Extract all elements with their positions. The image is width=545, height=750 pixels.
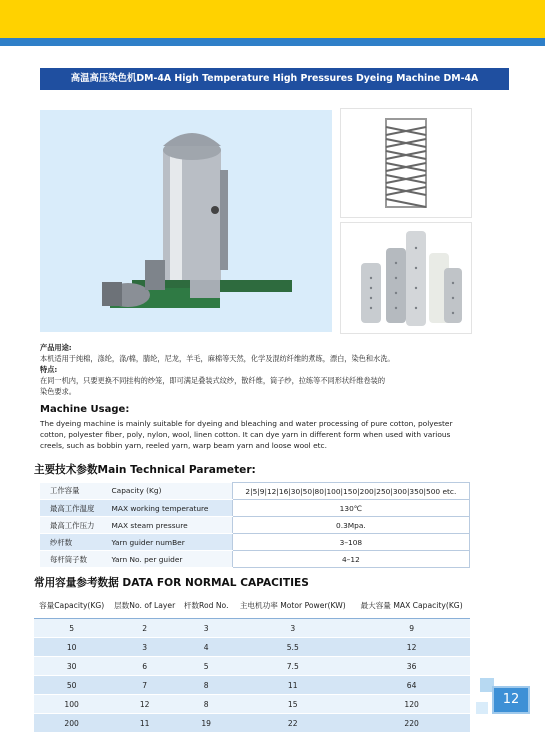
machine-usage-heading: Machine Usage: [40, 404, 130, 415]
param-cn: 每杆筒子数 [40, 551, 108, 568]
table-cell: 30 [34, 657, 109, 676]
dyeing-machine-photo [40, 110, 332, 332]
param-value: 3–108 [232, 534, 469, 551]
param-value: 130℃ [232, 500, 469, 517]
param-en: Capacity (Kg) [108, 483, 233, 500]
param-value: 0.3Mpa. [232, 517, 469, 534]
machine-usage-body: The dyeing machine is mainly suitable for dyeing and bleaching and water processing of pure cotton, polyester cotton, polyester fiber, poly, nylon, wool, linen cotton. It can dye yarn in different form when used with various creels, such as bobbin yarn, reeled yarn, warp beam yarn and loose wool etc. [40, 419, 453, 450]
table-cell: 22 [232, 714, 353, 733]
table-cell: 7 [109, 676, 180, 695]
table-cell: 3 [109, 638, 180, 657]
table-cell: 10 [34, 638, 109, 657]
table-cell: 6 [109, 657, 180, 676]
features-cn-heading: 特点: [40, 365, 58, 374]
capacities-heading: 常用容量参考数据 DATA FOR NORMAL CAPACITIES [34, 577, 309, 589]
column-header: 容量Capacity(KG) [34, 592, 109, 619]
table-cell: 200 [34, 714, 109, 733]
table-row [40, 500, 470, 517]
table-row [34, 695, 470, 714]
table-cell: 5 [180, 657, 232, 676]
table-row [40, 517, 470, 534]
param-cn: 最高工作温度 [40, 500, 108, 517]
column-header: 最大容量 MAX Capacity(KG) [353, 592, 470, 619]
column-header: 杆数Rod No. [180, 592, 232, 619]
decor-square [476, 702, 488, 714]
param-value: 4–12 [232, 551, 469, 568]
table-cell: 4 [180, 638, 232, 657]
table-cell: 11 [232, 676, 353, 695]
usage-cn-line-1: 本机适用于纯棉，涤纶，涤/棉，腈纶，尼龙，羊毛，麻棉等天然，化学及混纺纤维的煮练，漂白，染色和水洗。 [40, 354, 395, 363]
tech-params-heading: 主要技术参数Main Technical Parameter: [34, 464, 256, 476]
top-blue-band [0, 38, 545, 46]
table-header-row [34, 592, 470, 619]
param-cn: 最高工作压力 [40, 517, 108, 534]
column-header: 层数No. of Layer [109, 592, 180, 619]
perforated-tubes-photo [340, 222, 472, 334]
param-value: 2|5|9|12|16|30|50|80|100|150|200|250|300|350|500 etc. [232, 483, 469, 500]
page-number: 12 [492, 686, 530, 714]
param-en: MAX working temperature [108, 500, 233, 517]
tech-params-table [40, 482, 470, 568]
table-row [40, 551, 470, 568]
column-header: 主电机功率 Motor Power(KW) [232, 592, 353, 619]
param-cn: 工作容量 [40, 483, 108, 500]
table-row [40, 483, 470, 500]
table-row [34, 676, 470, 695]
table-cell: 19 [180, 714, 232, 733]
table-cell: 8 [180, 695, 232, 714]
table-row [34, 714, 470, 733]
top-yellow-band [0, 0, 545, 38]
table-row [34, 638, 470, 657]
table-cell: 12 [109, 695, 180, 714]
yarn-carrier-spring-photo [340, 108, 472, 218]
param-en: MAX steam pressure [108, 517, 233, 534]
features-cn-line-1: 在同一机内，只要更换不同挂构的纱笼，即可满足叠装式纹纱，散纤维，筒子纱，拉练等不同形状纤维卷装的 [40, 376, 386, 385]
capacities-table [34, 592, 470, 733]
param-en: Yarn guider numBer [108, 534, 233, 551]
table-cell: 15 [232, 695, 353, 714]
table-cell: 64 [353, 676, 470, 695]
table-cell: 5 [34, 619, 109, 638]
features-cn-line-2: 染色要求。 [40, 387, 76, 396]
table-cell: 120 [353, 695, 470, 714]
table-cell: 5.5 [232, 638, 353, 657]
param-cn: 纱杆数 [40, 534, 108, 551]
table-cell: 11 [109, 714, 180, 733]
table-cell: 50 [34, 676, 109, 695]
table-cell: 12 [353, 638, 470, 657]
table-cell: 7.5 [232, 657, 353, 676]
table-row [34, 657, 470, 676]
table-cell: 8 [180, 676, 232, 695]
table-row [34, 619, 470, 638]
table-cell: 3 [180, 619, 232, 638]
page-title: 高温高压染色机DM-4A High Temperature High Pressures Dyeing Machine DM-4A [40, 68, 509, 90]
table-cell: 100 [34, 695, 109, 714]
usage-cn-heading: 产品用途: [40, 343, 72, 352]
table-cell: 220 [353, 714, 470, 733]
param-en: Yarn No. per guider [108, 551, 233, 568]
table-row [40, 534, 470, 551]
table-cell: 3 [232, 619, 353, 638]
table-cell: 36 [353, 657, 470, 676]
table-cell: 9 [353, 619, 470, 638]
table-cell: 2 [109, 619, 180, 638]
